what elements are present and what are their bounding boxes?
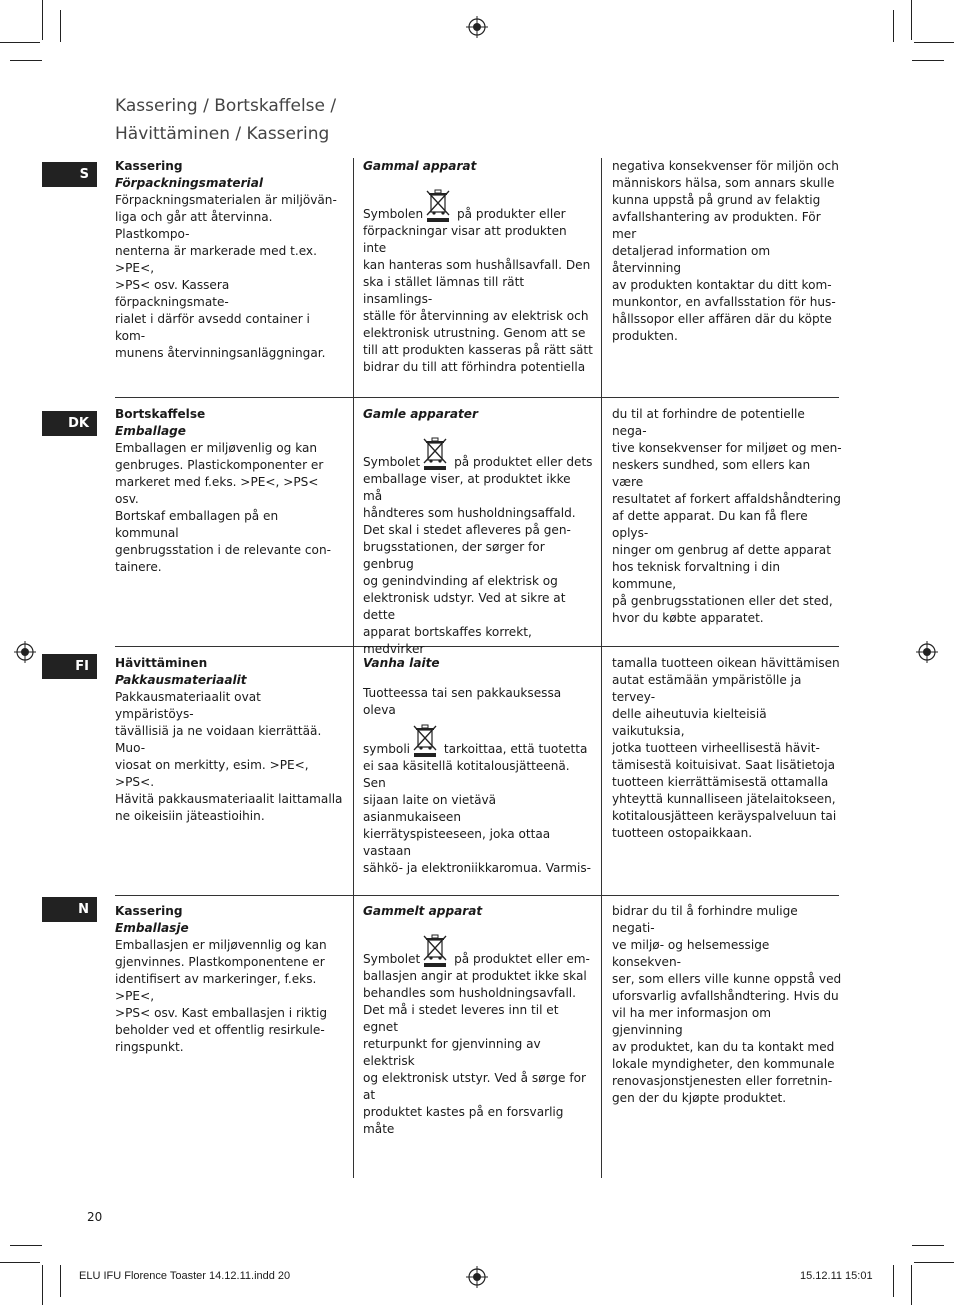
page-title-line-2: Hävittäminen / Kassering xyxy=(115,124,330,144)
section-text: Tuotteessa tai sen pakkauksessa oleva xyxy=(363,686,562,717)
section-text: förpackningar visar att produkten inte kan hanteras som hushållsavfall. Den ska i stället lämnas till rätt insamlings- ställe för återvinning av elektrisk och elektronisk utrustning. Genom att se till att produkten kasseras på rätt sätt bidrar du till att förhindra potentiella xyxy=(363,224,593,374)
crop-mark xyxy=(912,60,944,61)
weee-bin-icon xyxy=(425,188,451,222)
section-text: Emballasjen er miljøvennlig og kan gjenvinnes. Plastkomponentene er identifisert av markeringer, f.eks. >PE<, >PS< osv. Kast emballasjen i riktig beholder ved et offentlig resirkule- ringspunkt. xyxy=(115,938,328,1054)
crop-mark xyxy=(60,1265,61,1297)
print-slug-filename: ELU IFU Florence Toaster 14.12.11.indd 20 xyxy=(79,1270,291,1282)
registration-mark-icon xyxy=(466,1266,488,1288)
crop-mark xyxy=(0,1262,40,1263)
packaging-column xyxy=(115,406,343,576)
symbol-sentence-start: Symbolet xyxy=(363,455,421,469)
section-subheading: Emballage xyxy=(115,424,186,438)
crop-mark xyxy=(10,1245,42,1246)
continued-text-column: tamalla tuotteen oikean hävittämisen autat estämään ympäristölle ja tervey- delle aiheutuvia kielteisiä vaikutuksia, jotka tuotteen virheellisestä hävit- tämisestä koituisivat. Saat lisätietoja tuotteen kierrättämisestä ottamalla yhteyttä kunnalliseen jätelaitokseen, kotitalousjätteen keräyspalveluun tai tuotteen ostopaikkaan. xyxy=(612,656,840,840)
section-divider xyxy=(115,895,839,896)
section-text: Pakkausmateriaalit ovat ympäristöys- tävällisiä ja ne voidaan kierrättää. Muo- viosat on merkitty, esim. >PE<, >PS<. Hävitä pakkausmateriaalit laittamalla ne oikeisiin jäteastioihin. xyxy=(115,690,343,823)
page-number: 20 xyxy=(87,1210,103,1224)
section-heading: Hävittäminen xyxy=(115,656,208,670)
crop-mark xyxy=(912,1245,944,1246)
section-heading: Bortskaffelse xyxy=(115,407,206,421)
print-slug-date: 15.12.11 15:01 xyxy=(800,1270,873,1282)
section-text: ei saa käsitellä kotitalousjätteenä. Sen sijaan laite on vietävä asianmukaiseen kierrätyspisteeseen, joka ottaa vastaan sähkö- ja elektroniikkaromua. Varmis- xyxy=(363,759,592,875)
crop-mark xyxy=(0,42,40,43)
symbol-sentence-end: på produkter eller xyxy=(453,207,566,221)
section-subheading: Emballasje xyxy=(115,921,189,935)
crop-mark xyxy=(911,0,912,40)
column-divider xyxy=(353,158,354,1178)
language-tab-n: N xyxy=(42,897,97,922)
crop-mark xyxy=(10,60,42,61)
section-heading: Kassering xyxy=(115,904,183,918)
language-tab-dk: DK xyxy=(42,411,97,436)
crop-mark xyxy=(911,1265,912,1305)
section-text: Emballagen er miljøvenlig og kan genbruges. Plastickomponenter er markeret med f.eks. >PE<, >PS< osv. Bortskaf emballagen på en kommunal genbrugsstation i de relevante con- tainere. xyxy=(115,441,331,574)
crop-mark xyxy=(42,1265,43,1305)
crop-mark xyxy=(42,0,43,40)
continued-text-column: du til at forhindre de potentielle nega- tive konsekvenser for miljøet og men- neskers sundhed, som ellers kan være resultatet af forkert affaldshåndtering af dette apparat. Du kan få flere oplys- ninger om genbrug af dette apparat hos teknisk forvaltning i din kommune, på genbrugsstationen eller det sted, hvor du købte apparatet. xyxy=(612,407,842,625)
page-title xyxy=(115,92,715,148)
section-heading: Kassering xyxy=(115,159,183,173)
registration-mark-icon xyxy=(916,641,938,663)
continued-text-column: bidrar du til å forhindre mulige negati- ve miljø- og helsemessige konsekven- ser, som ellers ville kunne oppstå ved uforsvarlig avfallshåndtering. Hvis du vil ha mer informasjon om gjenvinning av produktet, kan du ta kontakt med lokale myndigheter, den kommunale renovasjonstjenesten eller forretnin- gen der du kjøpte produktet. xyxy=(612,904,842,1105)
packaging-column xyxy=(115,903,343,1056)
symbol-sentence-end: på produktet eller em- xyxy=(450,952,590,966)
page-title-line-1: Kassering / Bortskaffelse / xyxy=(115,96,337,116)
section-text: Förpackningsmaterialen är miljövän- liga och går att återvinna. Plastkompo- nenterna är markerade med t.ex. >PE<, >PS< osv. Kassera förpackningsmate- rialet i därför avsedd container i kom- munens återvinningsanläggningar. xyxy=(115,193,337,360)
packaging-column xyxy=(115,655,343,825)
weee-bin-icon xyxy=(412,723,438,757)
section-text: ballasjen angir at produktet ikke skal behandles som husholdningsavfall. Det må i stedet leveres inn til et egnet returpunkt for gjenvinning av elektrisk og elektronisk utstyr. Ved å sørge for at produktet kastes på en forsvarlig måte xyxy=(363,969,587,1136)
crop-mark xyxy=(893,10,894,42)
registration-mark-icon xyxy=(14,641,36,663)
crop-mark xyxy=(914,42,954,43)
section-subheading: Gamle apparater xyxy=(363,407,478,421)
packaging-column xyxy=(115,158,343,362)
symbol-sentence-end: tarkoittaa, että tuotetta xyxy=(440,742,588,756)
old-appliance-column xyxy=(363,655,593,877)
section-subheading: Gammelt apparat xyxy=(363,904,483,918)
continued-text-column: negativa konsekvenser för miljön och människors hälsa, som annars skulle kunna uppstå på grund av felaktig avfallshantering av produkten. För mer detaljerad information om återvinning av produkten kontaktar du ditt kom- munkontor, en avfallsstation för hus- hållssopor eller affären där du köpte produkten. xyxy=(612,159,839,343)
section-subheading: Pakkausmateriaalit xyxy=(115,673,247,687)
weee-bin-icon xyxy=(422,933,448,967)
crop-mark xyxy=(893,1265,894,1297)
symbol-sentence-start: Symbolen xyxy=(363,207,424,221)
section-subheading: Vanha laite xyxy=(363,656,440,670)
language-tab-s: S xyxy=(42,162,97,187)
section-text: emballage viser, at produktet ikke må håndteres som husholdningsaffald. Det skal i stedet afleveres på gen- brugsstationen, der sørger for genbrug og genindvinding af elektrisk og elektronisk udstyr. Ved at sikre at dette apparat bortskaffes korrekt, medvirker xyxy=(363,472,576,656)
symbol-sentence-end: på produktet eller dets xyxy=(450,455,593,469)
symbol-sentence-start: symboli xyxy=(363,742,411,756)
column-divider xyxy=(601,158,602,1178)
section-subheading: Gammal apparat xyxy=(363,159,477,173)
registration-mark-icon xyxy=(466,16,488,38)
old-appliance-column xyxy=(363,903,593,1138)
crop-mark xyxy=(914,1262,954,1263)
crop-mark xyxy=(60,10,61,42)
section-subheading: Förpackningsmaterial xyxy=(115,176,264,190)
symbol-sentence-start: Symbolet xyxy=(363,952,421,966)
section-divider xyxy=(115,397,839,398)
old-appliance-column xyxy=(363,158,593,376)
language-tab-fi: FI xyxy=(42,654,97,679)
old-appliance-column xyxy=(363,406,593,658)
weee-bin-icon xyxy=(422,436,448,470)
